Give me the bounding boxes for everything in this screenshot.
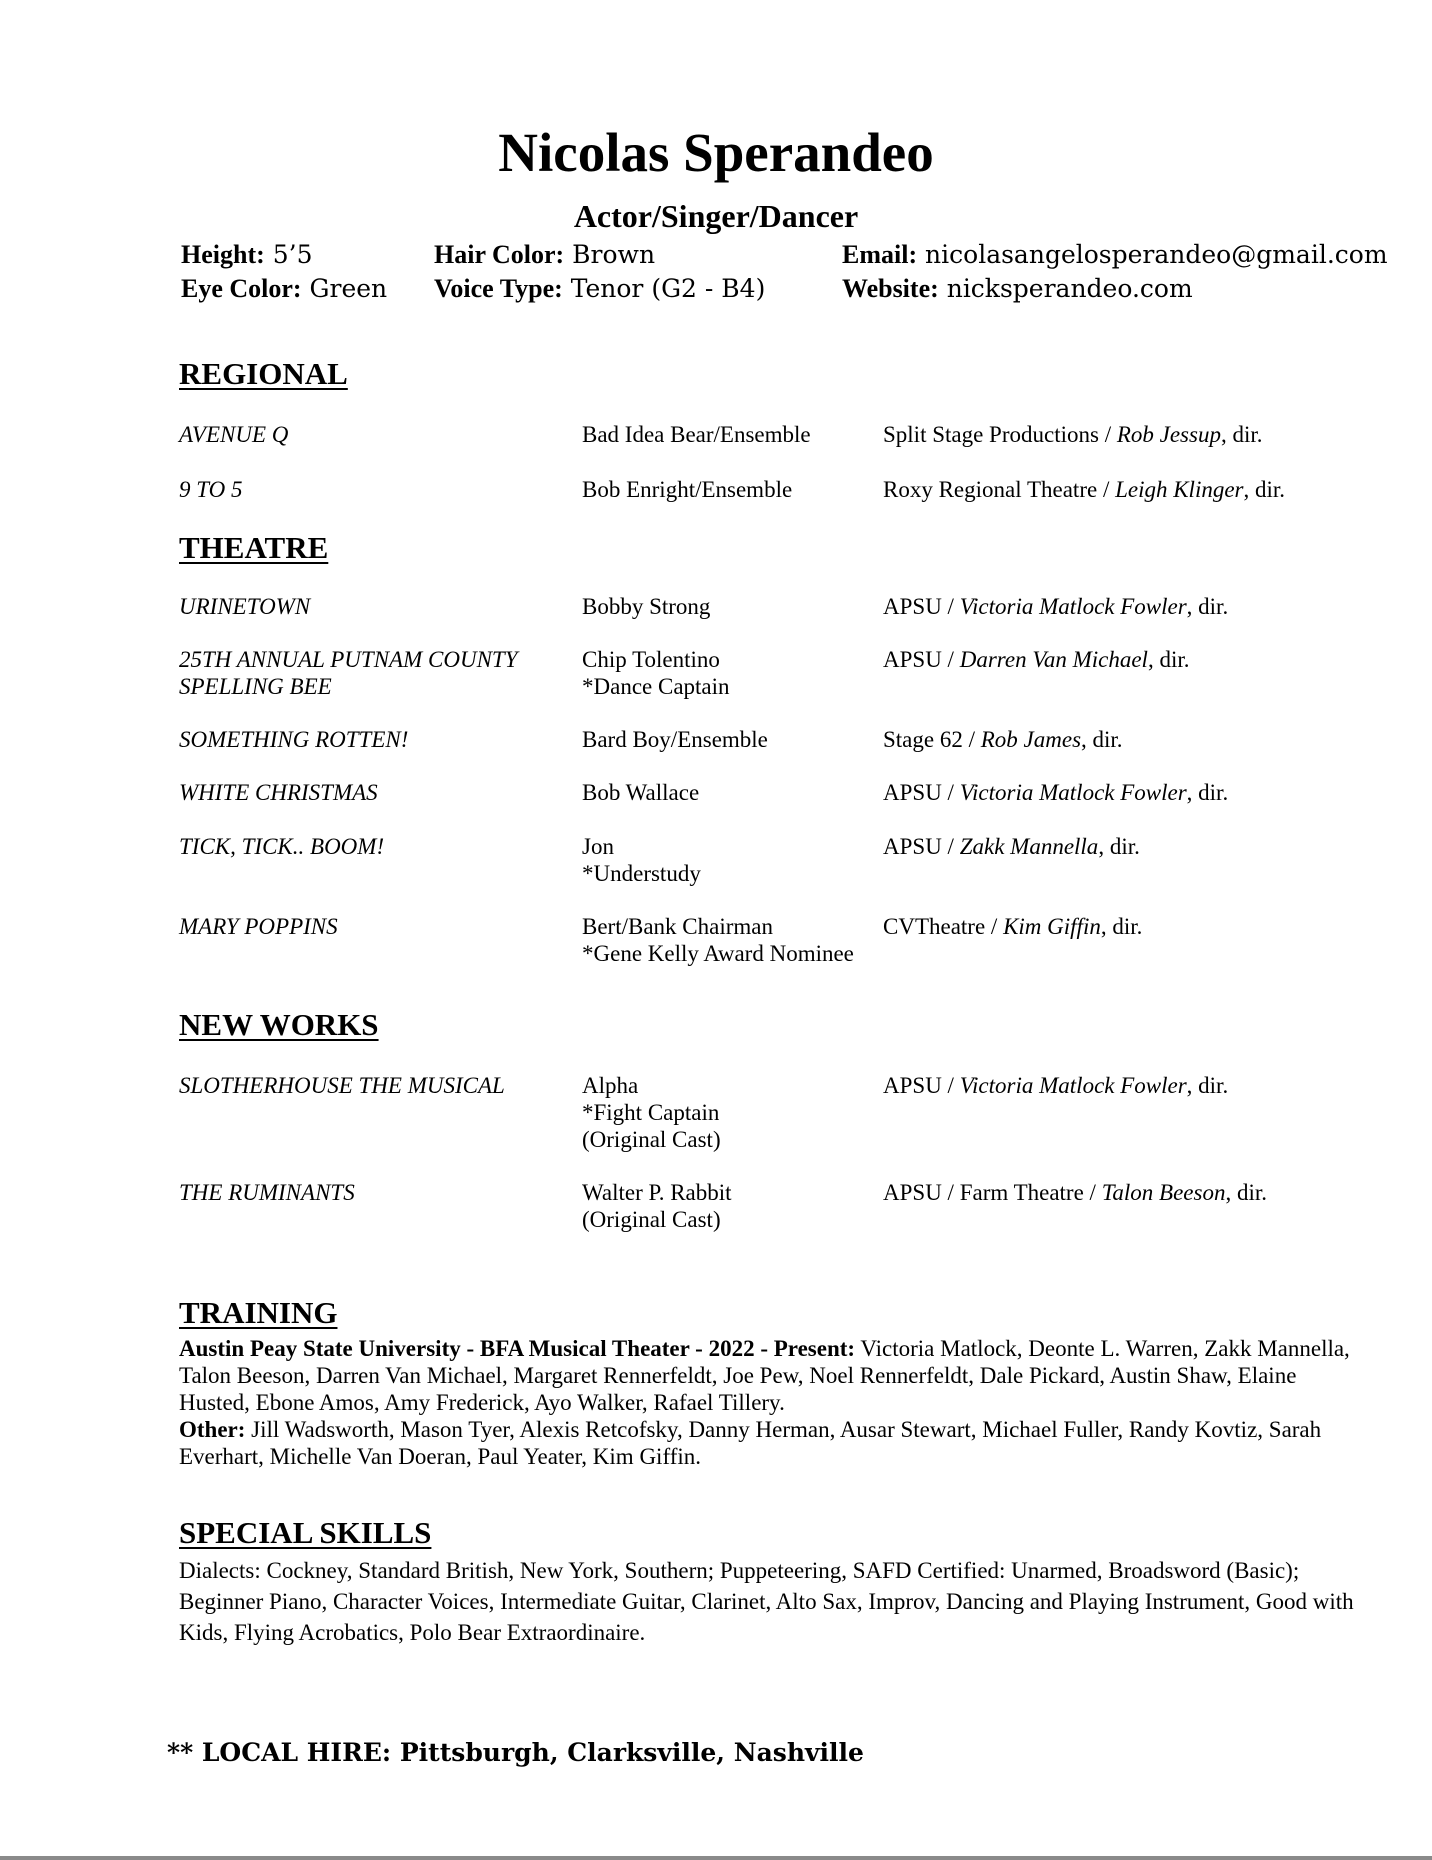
resume-name: Nicolas Sperandeo xyxy=(498,122,934,183)
director: Zakk Mannella xyxy=(959,834,1099,859)
special-skills-text: Dialects: Cockney, Standard British, New York, Southern; Puppeteering, SAFD Certified: Unarmed, Broadsword (Basic); Beginner Piano, Character Voices, Intermediate Guitar, Clarinet, Alto Sax, Improv, Dancing and Playing Instrument, Good with Kids, Flying Acrobatics, Polo Bear Extraordinaire. xyxy=(179,1558,1354,1645)
eye-color-label: Eye Color: xyxy=(181,274,302,303)
training-other xyxy=(179,1416,1364,1470)
show-title: SLOTHERHOUSE THE MUSICAL xyxy=(179,1073,505,1098)
show-title xyxy=(179,726,559,753)
company-director xyxy=(883,1179,1267,1206)
company: Roxy Regional Theatre / xyxy=(883,477,1116,502)
show-title: THE RUMINANTS xyxy=(179,1180,355,1205)
company: APSU / Farm Theatre / xyxy=(883,1180,1102,1205)
show-title-line: 25TH ANNUAL PUTNAM COUNTY xyxy=(179,647,518,672)
role-line: Bob Wallace xyxy=(582,780,700,805)
role-line: Bert/Bank Chairman xyxy=(582,914,773,939)
director: Victoria Matlock Fowler xyxy=(959,780,1187,805)
company-director xyxy=(883,593,1228,620)
training-apsu-label: Austin Peay State University - BFA Musical Theater - 2022 - Present: xyxy=(179,1336,856,1361)
role-note: (Original Cast) xyxy=(582,1207,721,1232)
company: APSU / xyxy=(883,594,960,619)
voice-type-stat xyxy=(434,272,765,306)
director: Darren Van Michael xyxy=(959,647,1148,672)
dir-suffix: , dir. xyxy=(1220,422,1263,447)
training-text xyxy=(179,1335,1364,1470)
show-title xyxy=(179,593,559,620)
dir-suffix: , dir. xyxy=(1081,727,1123,752)
page-bottom-border xyxy=(0,1856,1432,1860)
dir-suffix: , dir. xyxy=(1225,1180,1267,1205)
company-director xyxy=(883,646,1189,673)
dir-suffix: , dir. xyxy=(1243,477,1286,502)
show-title xyxy=(179,646,559,700)
role-line: Chip Tolentino xyxy=(582,647,720,672)
director: Talon Beeson xyxy=(1101,1180,1226,1205)
eye-color-stat xyxy=(181,272,387,306)
show-title-line: URINETOWN xyxy=(179,594,311,619)
training-apsu xyxy=(179,1335,1364,1416)
section-heading-new-works: NEW WORKS xyxy=(179,1007,379,1042)
role: Bob Enright/Ensemble xyxy=(582,477,793,502)
website-stat xyxy=(842,272,1193,306)
dir-suffix: , dir. xyxy=(1147,647,1190,672)
company-director xyxy=(883,913,1142,940)
role xyxy=(582,833,701,887)
role-line: Walter P. Rabbit xyxy=(582,1180,732,1205)
company: APSU / xyxy=(883,834,960,859)
director: Victoria Matlock Fowler xyxy=(959,594,1187,619)
show-title xyxy=(179,913,559,940)
email-label: Email: xyxy=(842,240,918,269)
section-heading-special-skills: SPECIAL SKILLS xyxy=(179,1515,432,1550)
role-note: *Fight Captain xyxy=(582,1100,720,1125)
voice-type-value: Tenor (G2 - B4) xyxy=(562,274,766,303)
height-label: Height: xyxy=(181,240,265,269)
role-note: *Dance Captain xyxy=(582,674,730,699)
dir-suffix: , dir. xyxy=(1186,1073,1229,1098)
training-other-teachers: Jill Wadsworth, Mason Tyer, Alexis Retcofsky, Danny Herman, Ausar Stewart, Michael Fuller, Randy Kovtiz, Sarah Everhart, Michelle Van Doeran, Paul Yeater, Kim Giffin. xyxy=(179,1417,1322,1469)
hair-color-stat xyxy=(434,238,655,272)
director: Leigh Klinger xyxy=(1115,477,1244,502)
show-title xyxy=(179,779,559,806)
role xyxy=(582,1179,732,1233)
show-title: 9 TO 5 xyxy=(179,477,243,502)
role xyxy=(582,913,854,967)
director: Kim Giffin xyxy=(1003,914,1101,939)
company: APSU / xyxy=(883,780,960,805)
hair-color-label: Hair Color: xyxy=(434,240,565,269)
section-heading-training: TRAINING xyxy=(179,1295,338,1330)
show-title-line: TICK, TICK.. BOOM! xyxy=(179,834,385,859)
section-heading-regional: REGIONAL xyxy=(179,356,348,391)
eye-color-value: Green xyxy=(301,274,388,303)
role-line: Alpha xyxy=(582,1073,639,1098)
role-line: Bard Boy/Ensemble xyxy=(582,727,768,752)
director: Rob James xyxy=(980,727,1082,752)
company: APSU / xyxy=(883,647,960,672)
dir-suffix: , dir. xyxy=(1186,780,1229,805)
role xyxy=(582,779,699,806)
dir-suffix: , dir. xyxy=(1186,594,1229,619)
resume-title: Actor/Singer/Dancer xyxy=(573,198,859,234)
show-title-line: WHITE CHRISTMAS xyxy=(179,780,378,805)
section-heading-theatre: THEATRE xyxy=(179,530,329,565)
role-line: Jon xyxy=(582,834,614,859)
website-label: Website: xyxy=(842,274,939,303)
role-note: *Gene Kelly Award Nominee xyxy=(582,941,854,966)
company-director xyxy=(883,1072,1228,1099)
dir-suffix: , dir. xyxy=(1100,914,1143,939)
website-value[interactable]: nicksperandeo.com xyxy=(938,274,1193,303)
company-director xyxy=(883,779,1228,806)
role-line: Bobby Strong xyxy=(582,594,711,619)
dir-suffix: , dir. xyxy=(1098,834,1140,859)
show-title-line: MARY POPPINS xyxy=(179,914,338,939)
company: Stage 62 / xyxy=(883,727,981,752)
director: Victoria Matlock Fowler xyxy=(959,1073,1187,1098)
company: CVTheatre / xyxy=(883,914,1004,939)
role-note: *Understudy xyxy=(582,861,701,886)
role xyxy=(582,1072,721,1153)
email-value[interactable]: nicolasangelosperandeo@gmail.com xyxy=(917,240,1388,269)
director: Rob Jessup xyxy=(1116,422,1221,447)
show-title xyxy=(179,833,559,860)
email-stat xyxy=(842,238,1388,272)
company-director xyxy=(883,833,1140,860)
local-hire-note: ** LOCAL HIRE: Pittsburgh, Clarksville, Nashville xyxy=(167,1738,864,1767)
role xyxy=(582,593,710,620)
role xyxy=(582,646,730,700)
show-title-line: SOMETHING ROTTEN! xyxy=(179,727,409,752)
role: Bad Idea Bear/Ensemble xyxy=(582,422,811,447)
show-title-line: SPELLING BEE xyxy=(179,674,332,699)
role xyxy=(582,726,768,753)
company-director xyxy=(883,476,1285,503)
voice-type-label: Voice Type: xyxy=(434,274,563,303)
company-director xyxy=(883,421,1263,448)
show-title: AVENUE Q xyxy=(179,422,289,447)
training-other-label: Other: xyxy=(179,1417,246,1442)
training-apsu-teachers: Victoria Matlock, Deonte L. Warren, Zakk Mannella, Talon Beeson, Darren Van Michael, Margaret Rennerfeldt, Joe Pew, Noel Rennerfeldt, Dale Pickard, Austin Shaw, Elaine Husted, Ebone Amos, Amy Frederick, Ayo Walker, Rafael Tillery. xyxy=(179,1336,1350,1415)
role-note: (Original Cast) xyxy=(582,1127,721,1152)
height-value: 5’5 xyxy=(264,240,313,269)
company: APSU / xyxy=(883,1073,960,1098)
company: Split Stage Productions / xyxy=(883,422,1117,447)
company-director xyxy=(883,726,1123,753)
hair-color-value: Brown xyxy=(564,240,656,269)
height-stat xyxy=(181,238,312,272)
